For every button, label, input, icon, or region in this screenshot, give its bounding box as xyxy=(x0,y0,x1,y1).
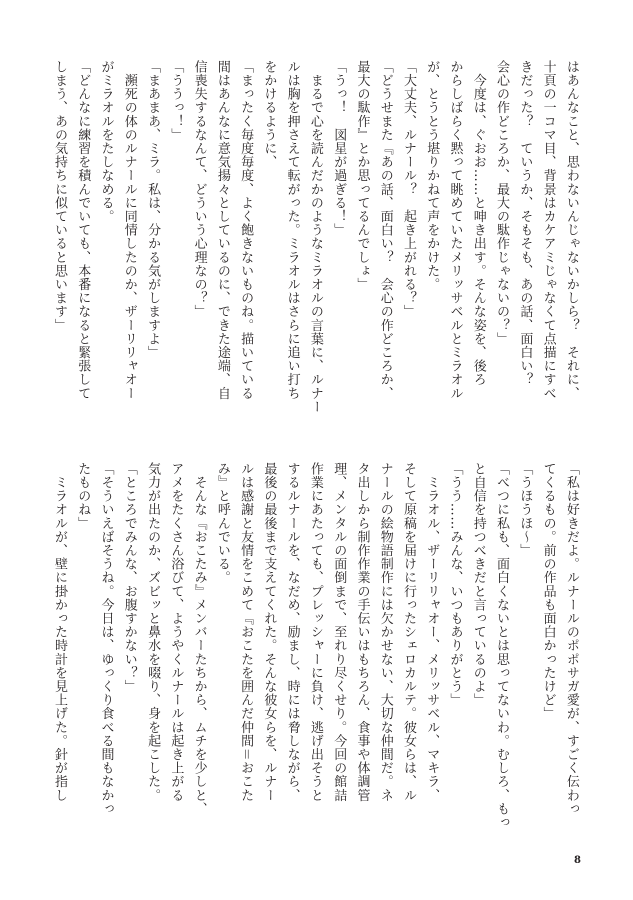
text-line: タ出しから制作作業の手伝いはもちろん、食事や体調管 xyxy=(354,462,370,802)
text-line: そんな『おこたみ』メンバーたちから、ムチを少しと、 xyxy=(191,462,207,816)
page-number: 8 xyxy=(574,855,581,866)
text-line: 「うっ！ 図星が過ぎる！」 xyxy=(331,60,347,237)
text-line: そして原稿を届けに行ったシェロカルテ。彼女らは、ル xyxy=(400,462,416,802)
upper-text-block xyxy=(49,60,581,444)
text-line: はあんなこと、思わないんじゃないかしら？ それに、 xyxy=(563,60,579,400)
lower-text-block xyxy=(49,462,581,850)
text-line: をかけるように、 xyxy=(261,60,277,169)
text-line: と自信を持つべきだと言っているのよ」 xyxy=(470,462,486,707)
text-line: 会心の作どころか、最大の駄作じゃないの？」 xyxy=(494,60,510,346)
text-line: 「まったく毎度毎度、よく飽きないものね。描いている xyxy=(238,60,254,400)
text-line: が、とうとう堪りかねて声をかけた。 xyxy=(424,60,440,292)
text-line: からしばらく黙って眺めていたメリッサベルとミラオル xyxy=(447,60,463,400)
text-line: アメをたくさん浴びて、ようやくルナールは起き上がる xyxy=(168,462,184,802)
text-line: 「どんなに練習を積んでいても、本番になると緊張して xyxy=(75,60,91,400)
text-line: 気力が出たのか、ズビッと鼻水を啜り、身を起こした。 xyxy=(145,462,161,802)
text-line: 最大の駄作』とか思ってるんでしょ」 xyxy=(354,60,370,292)
text-line: 「ううっ！」 xyxy=(168,60,184,142)
text-line: 信喪失するなんて、どういう心理なの？」 xyxy=(191,60,207,319)
text-line: 今度は、ぐおお……と呻き出す。そんな姿を、後ろ xyxy=(470,60,486,387)
text-line: 最後の最後まで支えてくれた。そんな彼女らを、ルナー xyxy=(261,462,277,802)
text-line: 「どうせまた『あの話、面白い？ 会心の作どころか、 xyxy=(377,60,393,400)
text-line: しまう、あの気持ちに似ていると思います」 xyxy=(52,60,67,332)
text-line: ルは感謝と友情をこめて『おこたを囲んだ仲間＝おこた xyxy=(238,462,254,802)
text-line: まるで心を読んだかのようなミラオルの言葉に、ルナー xyxy=(307,60,323,414)
text-line: ミラオル、ザーリリャオー、メリッサベル、マキラ、 xyxy=(424,462,440,802)
text-line: 「うほうほ～」 xyxy=(517,462,533,558)
text-line: み』と呼んでいる。 xyxy=(214,462,230,585)
text-line: 「まあまあ、ミラ。私は、分かる気がしますよ」 xyxy=(145,60,161,360)
text-line: 「ところでみんな、お腹すかない？」 xyxy=(121,462,137,694)
text-line: 瀕死の体のルナールに同情したのか、ザーリリャオー xyxy=(121,60,137,400)
text-line: たものね」 xyxy=(75,462,91,530)
text-line: 「私は好きだよ。ルナールのポポサガ愛が、すごく伝わっ xyxy=(563,462,579,816)
text-line: するルナールを、なだめ、励まし、時には脅しながら、 xyxy=(284,462,300,802)
text-line: 「うう……みんな、いつもありがとう」 xyxy=(447,462,463,707)
text-line: ナールの絵物語制作には欠かせない、大切な仲間だ。ネ xyxy=(377,462,393,802)
text-line: ルは胸を押さえて転がった。ミラオルはさらに追い打ち xyxy=(284,60,300,400)
text-line: がミラオルをたしなめる。 xyxy=(98,60,114,224)
text-line: 「大丈夫、ルナール？ 起き上がれる？」 xyxy=(400,60,416,319)
text-line: 十頁の一コマ目、背景はカケアミじゃなくて点描にすべ xyxy=(540,60,556,400)
text-line: 間はあんなに意気揚々としているのに、できた途端、自 xyxy=(214,60,230,400)
text-line: 作業にあたっても、プレッシャーに負け、逃げ出そうと xyxy=(307,462,323,802)
text-line: 理、メンタルの面倒まで、至れり尽くせり。今回の館詰 xyxy=(331,462,347,802)
text-line: ミラオルが、壁に掛かった時計を見上げた。針が指し xyxy=(52,462,67,802)
text-line: 「べつに私も、面白くないとは思ってないわ。むしろ、もっ xyxy=(494,462,510,830)
text-line: てくるもの。前の作品も面白かったけど」 xyxy=(540,462,556,721)
text-line: 「そういえばそうね。今日は、ゆっくり食べる間もなかっ xyxy=(98,462,114,816)
text-line: きだった？ ていうか、そもそも、あの話、面白い？ xyxy=(517,60,533,387)
